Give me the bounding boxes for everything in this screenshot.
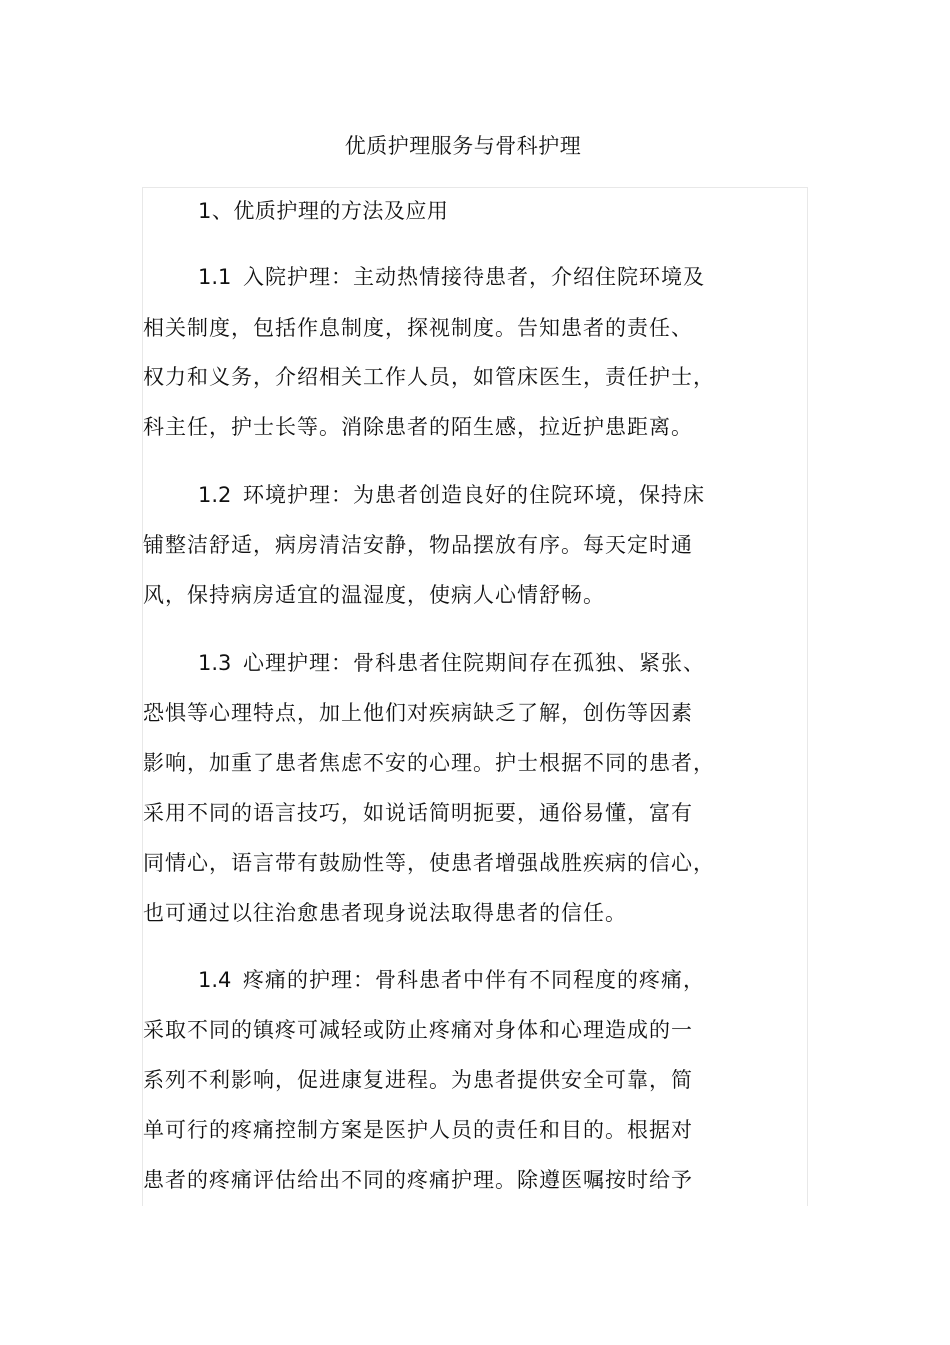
paragraph-line <box>198 648 705 678</box>
paragraph-line: 恐惧等心理特点，加上他们对疾病缺乏了解，创伤等因素 <box>143 701 693 725</box>
paragraph-line <box>198 965 705 995</box>
paragraph-line: 系列不利影响，促进康复进程。为患者提供安全可靠，简 <box>143 1068 693 1092</box>
line-text: 环境护理：为患者创造良好的住院环境，保持床 <box>243 483 705 507</box>
paragraph-line: 权力和义务，介绍相关工作人员，如管床医生，责任护士， <box>143 365 715 389</box>
paragraph-line: 铺整洁舒适，病房清洁安静，物品摆放有序。每天定时通 <box>143 533 693 557</box>
paragraph-line: 采取不同的镇疼可减轻或防止疼痛对身体和心理造成的一 <box>143 1018 693 1042</box>
paragraph-number: 1.3 <box>198 651 232 675</box>
paragraph-number: 1.2 <box>198 483 232 507</box>
paragraph-line: 同情心，语言带有鼓励性等，使患者增强战胜疾病的信心， <box>143 851 715 875</box>
paragraph-number: 1.1 <box>198 265 232 289</box>
paragraph-line: 影响，加重了患者焦虑不安的心理。护士根据不同的患者， <box>143 751 715 775</box>
paragraph-number: 1.4 <box>198 968 232 992</box>
line-text: 入院护理：主动热情接待患者，介绍住院环境及 <box>243 265 705 289</box>
paragraph-line: 科主任，护士长等。消除患者的陌生感，拉近护患距离。 <box>143 415 693 439</box>
paragraph-line: 采用不同的语言技巧，如说话简明扼要，通俗易懂，富有 <box>143 801 693 825</box>
section-heading: 1、优质护理的方法及应用 <box>198 199 449 223</box>
paragraph-line: 也可通过以往治愈患者现身说法取得患者的信任。 <box>143 901 627 925</box>
paragraph-line <box>198 262 705 292</box>
paragraph-line: 单可行的疼痛控制方案是医护人员的责任和目的。根据对 <box>143 1118 693 1142</box>
line-text: 疼痛的护理：骨科患者中伴有不同程度的疼痛， <box>243 968 705 992</box>
line-text: 心理护理：骨科患者住院期间存在孤独、紧张、 <box>243 651 705 675</box>
paragraph-line: 相关制度，包括作息制度，探视制度。告知患者的责任、 <box>143 316 693 340</box>
page-title: 优质护理服务与骨科护理 <box>344 134 582 158</box>
paragraph-line <box>198 480 705 510</box>
paragraph-line: 风，保持病房适宜的温湿度，使病人心情舒畅。 <box>143 583 605 607</box>
paragraph-line: 患者的疼痛评估给出不同的疼痛护理。除遵医嘱按时给予 <box>143 1168 693 1192</box>
